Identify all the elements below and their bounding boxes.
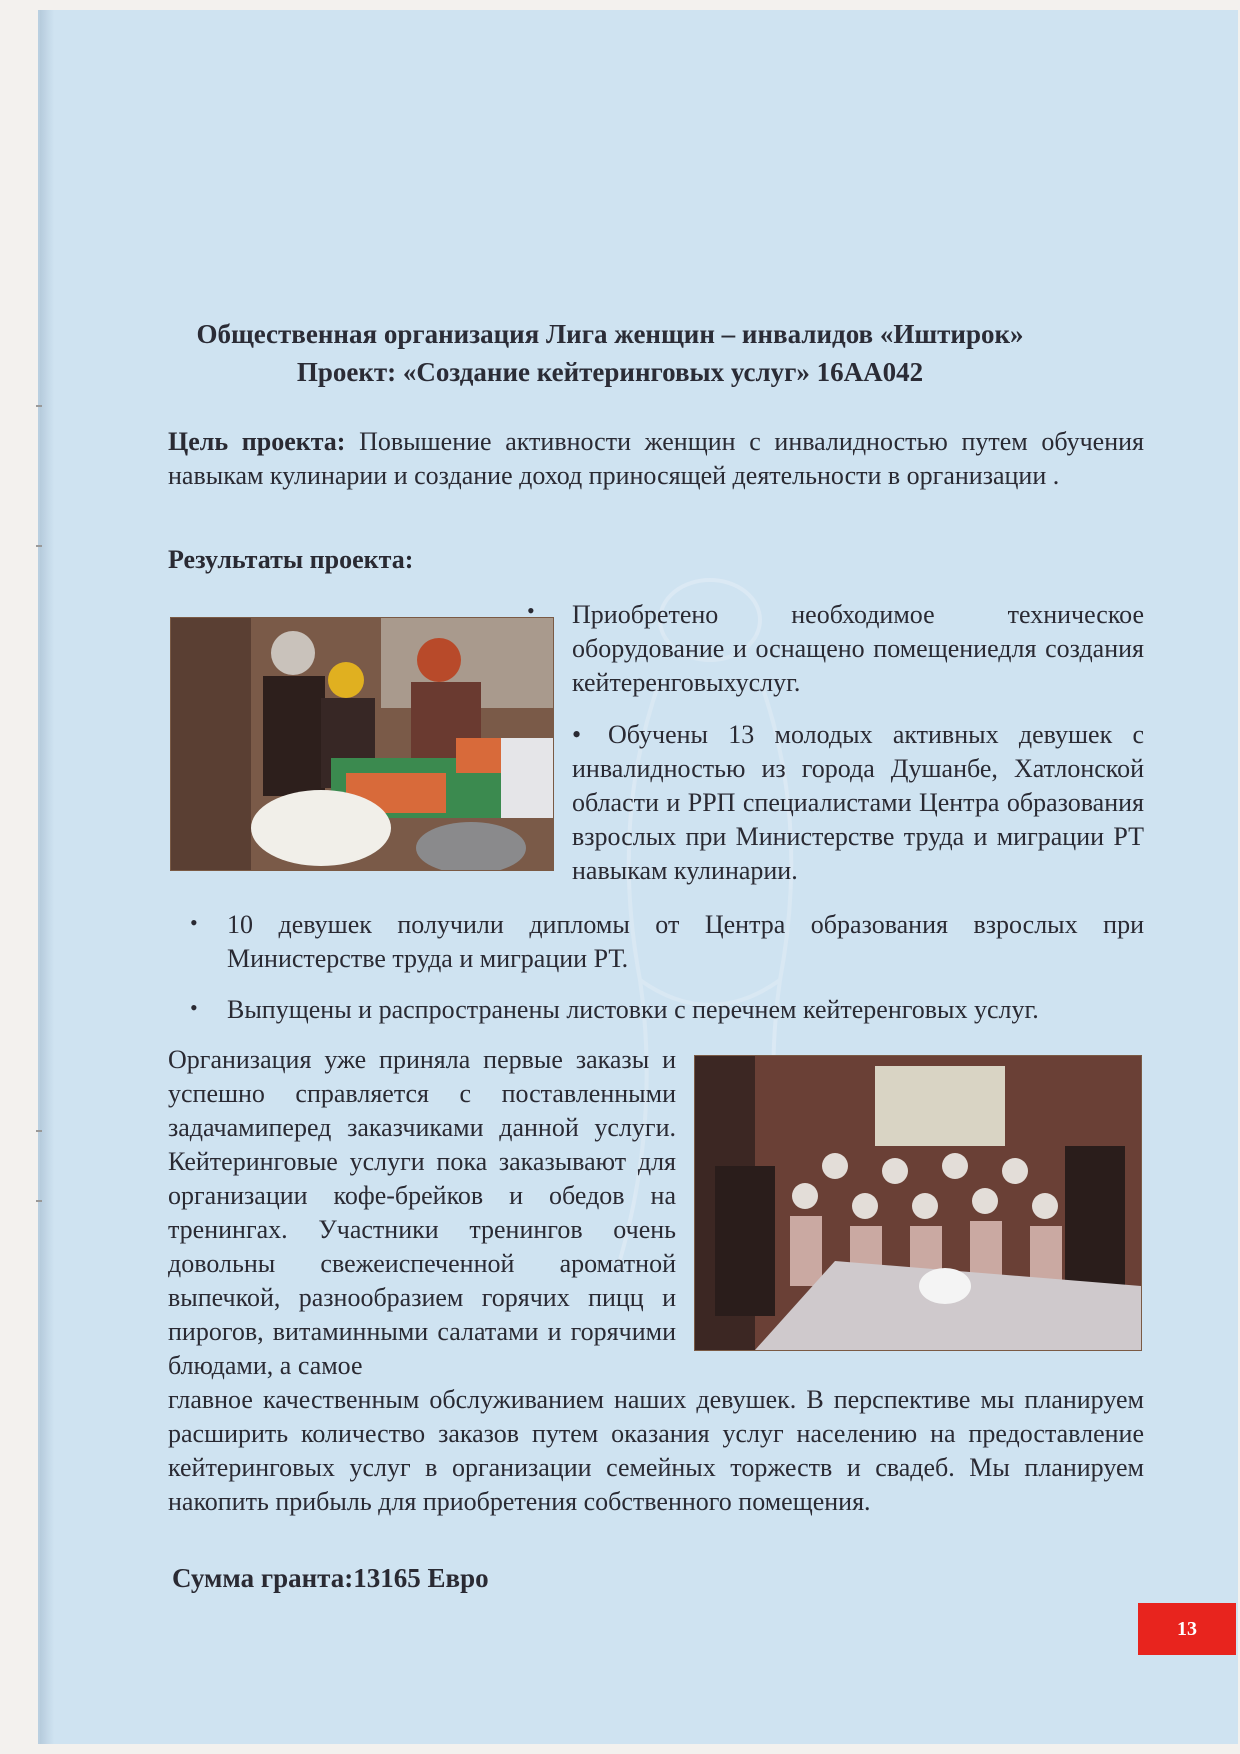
result-item [572,718,1144,888]
goal-label: Цель проекта: [168,427,346,456]
organization-text: Организация уже приняла первые заказы и успешно справляется с поставленными задачамиперед заказчиками данной услуги. Кейтеринговые услуги пока заказывают для организации кофе-брейков и обедов на тренингах. Участники тренингов очень довольны свежеиспеченной ароматной выпечкой, разнообразием горячих пицц и пирогов, витаминными салатами и горячими блюдами, а самое [168,1045,676,1380]
project-title: Проект: «Создание кейтеринговых услуг» 16АА042 [296,357,924,387]
bullet-icon: • [527,598,535,623]
grant-amount: Сумма гранта:13165 Евро [172,1563,489,1593]
staple-mark [36,1200,42,1202]
bullet-icon: • [190,995,198,1020]
group-photo [694,1055,1142,1351]
document-heading [150,315,1070,391]
page-binding-shadow [40,10,54,1744]
result-item: 10 девушек получили дипломы от Центра образования взрослых при Министерстве труда и миграции РТ. [227,910,1144,973]
page-number: 13 [1138,1603,1236,1655]
organization-title: Общественная организация Лига женщин – инвалидов «Иштирок» [196,319,1024,349]
organization-text-continued: главное качественным обслуживанием наших девушек. В перспективе мы планируем расширить количество заказов путем оказания услуг населению на предоставление кейтеринговых услуг в организации семейных торжеств и свадеб. Мы планируем накопить прибыль для приобретения собственного помещения. [168,1385,1144,1516]
cooking-photo [170,617,554,871]
results-label: Результаты проекта: [168,545,414,574]
staple-mark [36,405,42,407]
staple-mark [36,545,42,547]
bullet-icon: • [190,910,198,935]
result-item-text: Обучены 13 молодых активных девушек с инвалидностью из города Душанбе, Хатлонской области и РРП специалистами Центра образования взрослых при Министерстве труда и миграции РТ навыкам кулинарии. [572,720,1144,885]
goal-text: Повышение активности женщин с инвалидностью путем обучения навыкам кулинарии и создание доход приносящей деятельности в организации . [168,427,1145,490]
project-goal [168,425,1144,493]
result-item: Выпущены и распространены листовки с перечнем кейтеренговых услуг. [227,995,1039,1024]
staple-mark [36,1130,42,1132]
result-item: Приобретено необходимое техническое оборудование и оснащено помещениедля создания кейтеренговыхуслуг. [572,600,1144,697]
bullet-icon: • [572,720,582,749]
